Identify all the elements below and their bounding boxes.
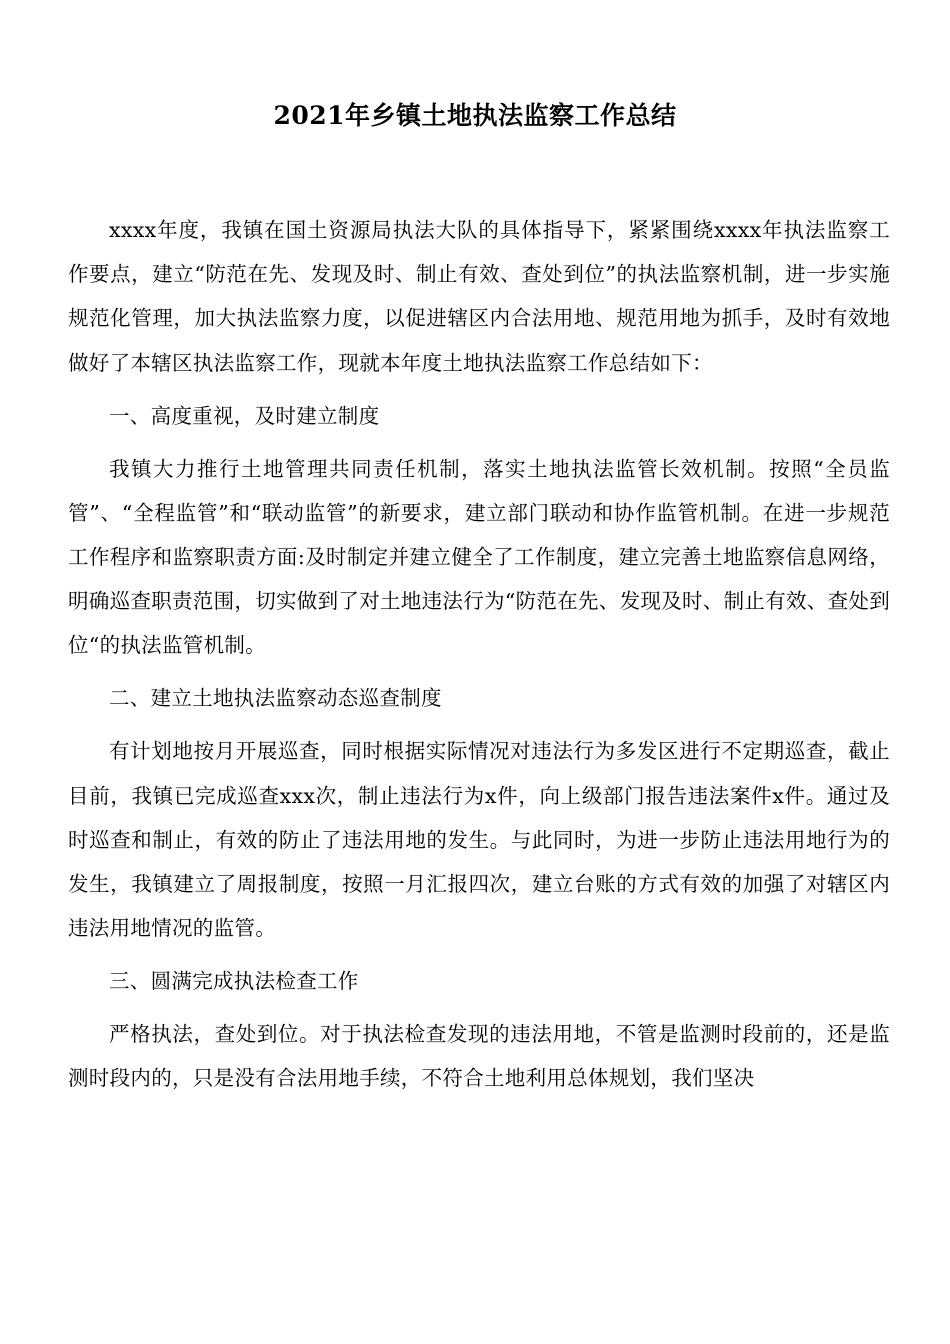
section-1-paragraph: 我镇大力推行土地管理共同责任机制，落实土地执法监管长效机制。按照“全员监管”、“全程监管”和“联动监管”的新要求，建立部门联动和协作监管机制。在进一步规范工作程序和监察职责方面:及时制定并建立健全了工作制度，建立完善土地监察信息网络，明确巡查职责范围，切实做到了对土地违法行为“防范在先、发现及时、制止有效、查处到位“的执法监管机制。 (68, 456, 890, 658)
section-heading-3: 三、圆满完成执法检查工作 (109, 969, 359, 994)
section-heading-1: 一、高度重视，及时建立制度 (109, 403, 380, 428)
intro-paragraph: xxxx年度，我镇在国土资源局执法大队的具体指导下，紧紧围绕xxxx年执法监察工作要点，建立“防范在先、发现及时、制止有效、查处到位”的执法监察机制，进一步实施规范化管理，加大执法监察力度，以促进辖区内合法用地、规范用地为抓手，及时有效地做好了本辖区执法监察工作，现就本年度土地执法监察工作总结如下： (68, 218, 890, 375)
section-heading-2: 二、建立土地执法监察动态巡查制度 (109, 686, 442, 711)
section-3-paragraph: 严格执法，查处到位。对于执法检查发现的违法用地，不管是监测时段前的，还是监测时段内的，只是没有合法用地手续，不符合土地利用总体规划，我们坚决 (68, 1022, 890, 1091)
section-2-paragraph: 有计划地按月开展巡查，同时根据实际情况对违法行为多发区进行不定期巡查，截止目前，我镇已完成巡查xxx次，制止违法行为x件，向上级部门报告违法案件x件。通过及时巡查和制止，有效的防止了违法用地的发生。与此同时，为进一步防止违法用地行为的发生，我镇建立了周报制度，按照一月汇报四次，建立台账的方式有效的加强了对辖区内违法用地情况的监管。 (68, 739, 890, 941)
document-body (68, 208, 890, 1101)
document-title: 2021年乡镇土地执法监察工作总结 (273, 101, 677, 130)
